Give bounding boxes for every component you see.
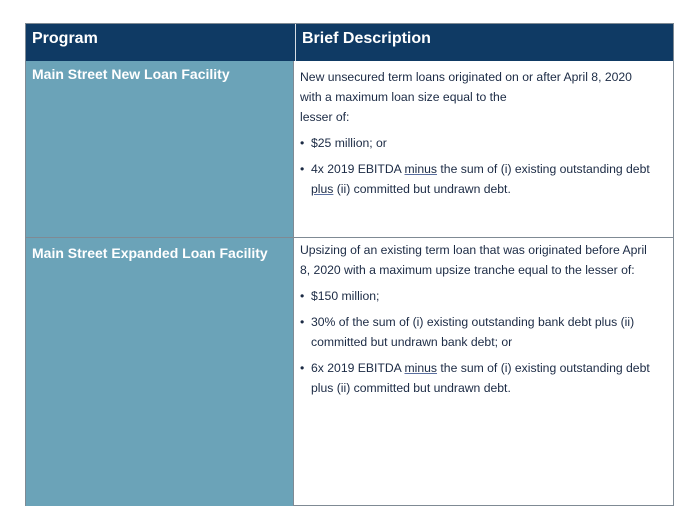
table-header-row [26,24,673,61]
list-item [300,312,668,352]
bullet-text: 6x 2019 EBITDA [311,361,405,375]
bullet-icon: • [300,289,305,303]
table-row [26,61,673,238]
bullet-icon: • [300,162,305,176]
bullet-icon: • [300,136,305,150]
header-brief-description: Brief Description [295,24,674,61]
description-line: New unsecured term loans originated on or after April 8, 2020 [300,70,632,84]
bullet-text: 4x 2019 EBITDA [311,162,405,176]
list-item [300,133,668,153]
list-item [300,286,668,306]
program-name: Main Street Expanded Loan Facility [32,245,268,261]
table-row [26,238,673,506]
description-line: lesser of: [300,110,350,124]
program-name: Main Street New Loan Facility [32,66,230,82]
description-cell [295,238,674,506]
description-line: Upsizing of an existing term loan that was originated before April [300,243,647,257]
underlined-term: minus [404,162,438,176]
description-line: 8, 2020 with a maximum upsize tranche equal to the lesser of: [300,263,635,277]
underlined-term: plus [311,182,334,196]
program-cell [26,61,294,237]
loan-programs-table [25,23,674,506]
bullet-text: 30% of the sum of (i) existing outstanding bank debt plus (ii) [311,315,635,329]
header-program: Program [32,30,98,47]
description-cell [295,61,674,237]
bullet-icon: • [300,361,305,375]
bullet-text: (ii) committed but undrawn debt. [333,182,511,196]
underlined-term: minus [404,361,438,375]
list-item [300,358,668,398]
bullet-text: committed but undrawn bank debt; or [311,335,513,349]
description-line: with a maximum loan size equal to the [300,90,507,104]
program-cell [26,238,294,506]
bullet-text: plus (ii) committed but undrawn debt. [311,381,511,395]
bullet-icon: • [300,315,305,329]
bullet-text: $150 million; [311,289,380,303]
list-item [300,159,668,199]
bullet-text: the sum of (i) existing outstanding debt [437,162,650,176]
bullet-text: $25 million; or [311,136,387,150]
bullet-text: the sum of (i) existing outstanding debt [437,361,650,375]
